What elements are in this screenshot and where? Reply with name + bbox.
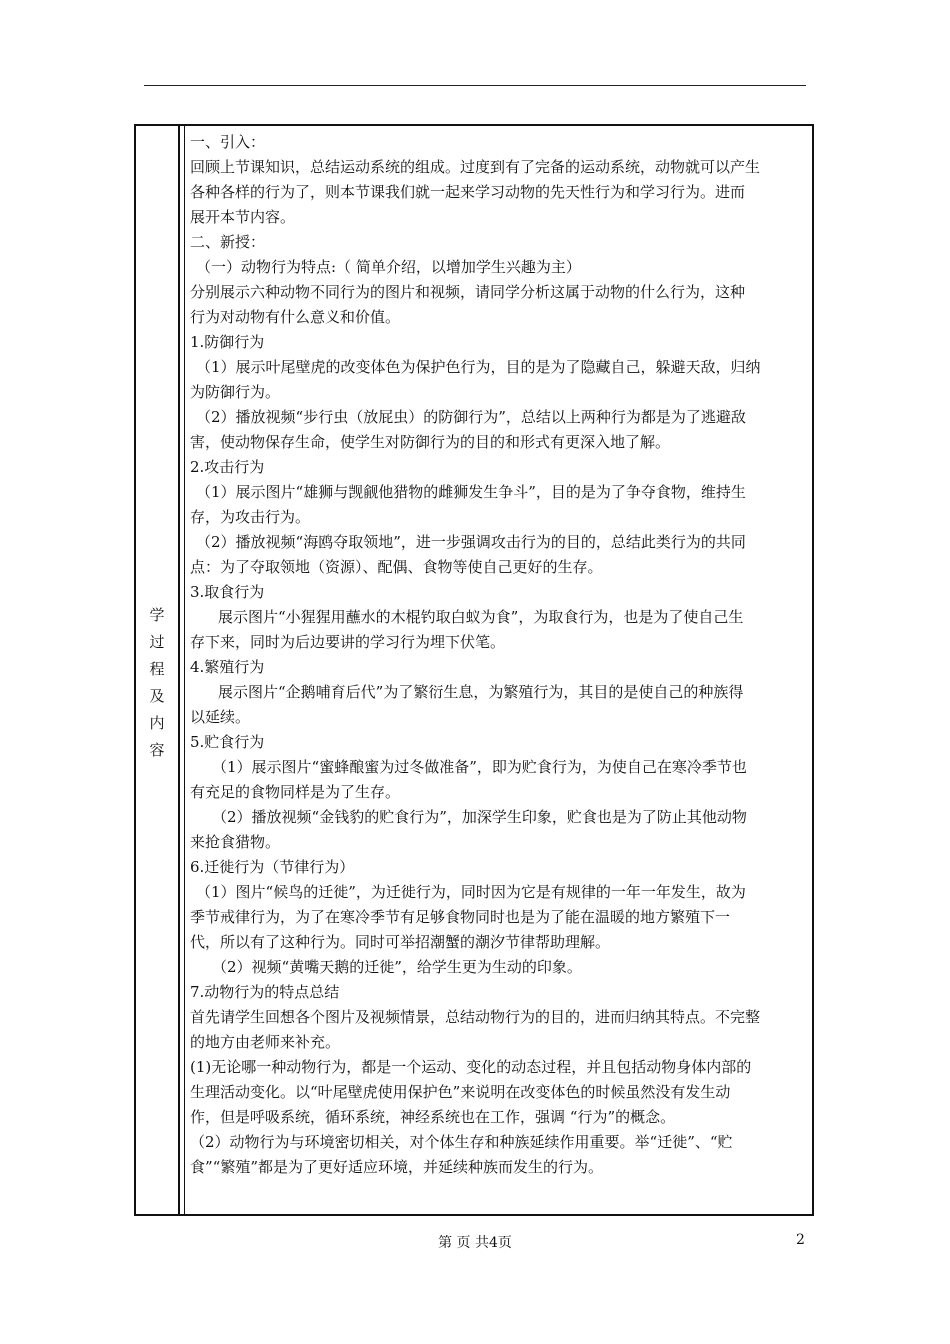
text-line: （2）播放视频“金钱豹的贮食行为”，加深学生印象，贮食也是为了防止其他动物 [212, 808, 747, 826]
text-line: 行为对动物有什么意义和价值。 [190, 308, 401, 326]
text-line: (1)无论哪一种动物行为，都是一个运动、变化的动态过程，并且包括动物身体内部的 [190, 1058, 752, 1076]
lesson-table [134, 124, 814, 1216]
side-title-char: 容 [149, 741, 165, 759]
text-line: 存下来，同时为后边要讲的学习行为埋下伏笔。 [190, 633, 506, 651]
text-line: （一）动物行为特点:（ 简单介绍，以增加学生兴趣为主） [196, 258, 581, 276]
text-line: 存，为攻击行为。 [190, 508, 311, 526]
text-line: 各种各样的行为了，则本节课我们就一起来学习动物的先天性行为和学习行为。进而 [190, 183, 746, 201]
text-line: （1）展示叶尾壁虎的改变体色为保护色行为，目的是为了隐藏自己，躲避天敌，归纳 [196, 358, 761, 376]
text-line: （2）播放视频“步行虫（放屁虫）的防御行为”，总结以上两种行为都是为了逃避敌 [196, 408, 746, 426]
text-line: 害，使动物保存生命，使学生对防御行为的目的和形式有更深入地了解。 [190, 433, 671, 451]
text-line: 展开本节内容。 [190, 208, 296, 226]
text-line: 分别展示六种动物不同行为的图片和视频，请同学分析这属于动物的什么行为，这种 [190, 283, 746, 301]
header-rule [144, 85, 806, 86]
text-line: 生理活动变化。以“叶尾壁虎使用保护色”来说明在改变体色的时候虽然没有发生动 [190, 1083, 731, 1101]
text-line: 二、新授： [190, 233, 266, 251]
text-line: 展示图片“企鹅哺育后代”为了繁衍生息，为繁殖行为，其目的是使自己的种族得 [218, 683, 744, 701]
text-line: 3.取食行为 [190, 583, 265, 601]
text-line: 4.繁殖行为 [190, 658, 265, 676]
side-title [136, 602, 178, 764]
inner-border-line [184, 126, 185, 1214]
text-line: 作，但是呼吸系统，循环系统，神经系统也在工作，强调 “行为”的概念。 [190, 1108, 676, 1126]
text-line: 点：为了夺取领地（资源）、配偶、食物等使自己更好的生存。 [190, 558, 603, 576]
side-title-char: 内 [149, 714, 165, 732]
text-line: 展示图片“小猩猩用蘸水的木棍钓取白蚁为食”，为取食行为，也是为了使自己生 [218, 608, 744, 626]
side-title-char: 学 [149, 606, 165, 624]
text-line: （1）展示图片“雄狮与觊觎他猎物的雌狮发生争斗”，目的是为了争夺食物，维持生 [196, 483, 746, 501]
side-title-cell [136, 126, 180, 1214]
content-cell [180, 126, 812, 1214]
text-line: 季节戒律行为，为了在寒冷季节有足够食物同时也是为了能在温暖的地方繁殖下一 [190, 908, 731, 926]
text-line: 的地方由老师来补充。 [190, 1033, 341, 1051]
text-line: 有充足的食物同样是为了生存。 [190, 783, 401, 801]
text-line: 2.攻击行为 [190, 458, 265, 476]
text-line: 为防御行为。 [190, 383, 281, 401]
text-line: 食”“繁殖”都是为了更好适应环境，并延续种族而发生的行为。 [190, 1158, 604, 1176]
text-line: （1）图片“候鸟的迁徙”，为迁徙行为，同时因为它是有规律的一年一年发生，故为 [196, 883, 746, 901]
side-title-char: 及 [149, 687, 165, 705]
text-line: （2）视频“黄嘴天鹅的迁徙”，给学生更为生动的印象。 [212, 958, 582, 976]
text-line: 7.动物行为的特点总结 [190, 983, 340, 1001]
side-title-char: 过 [149, 633, 165, 651]
text-line: 一、引入： [190, 133, 266, 151]
text-line: 6.迁徙行为（节律行为） [190, 858, 355, 876]
text-line: （2）播放视频“海鸥夺取领地”，进一步强调攻击行为的目的，总结此类行为的共同 [196, 533, 746, 551]
text-line: 代，所以有了这种行为。同时可举招潮蟹的潮汐节律帮助理解。 [190, 933, 611, 951]
side-title-char: 程 [149, 660, 165, 678]
text-line: （1）展示图片“蜜蜂酿蜜为过冬做准备”，即为贮食行为，为使自己在寒冷季节也 [212, 758, 747, 776]
text-line: 以延续。 [190, 708, 251, 726]
text-line: 1.防御行为 [190, 333, 265, 351]
text-line: 来抢食猎物。 [190, 833, 281, 851]
text-line: 首先请学生回想各个图片及视频情景，总结动物行为的目的，进而归纳其特点。不完整 [190, 1008, 761, 1026]
text-line: 回顾上节课知识，总结运动系统的组成。过度到有了完备的运动系统，动物就可以产生 [190, 158, 761, 176]
text-line: 5.贮食行为 [190, 733, 265, 751]
footer-page-number: 2 [796, 1232, 805, 1248]
footer-page-info: 第 页 共4页 [438, 1235, 512, 1251]
text-line: （2）动物行为与环境密切相关，对个体生存和种族延续作用重要。举“迁徙”、“贮 [190, 1133, 733, 1151]
content-text [190, 130, 804, 1180]
